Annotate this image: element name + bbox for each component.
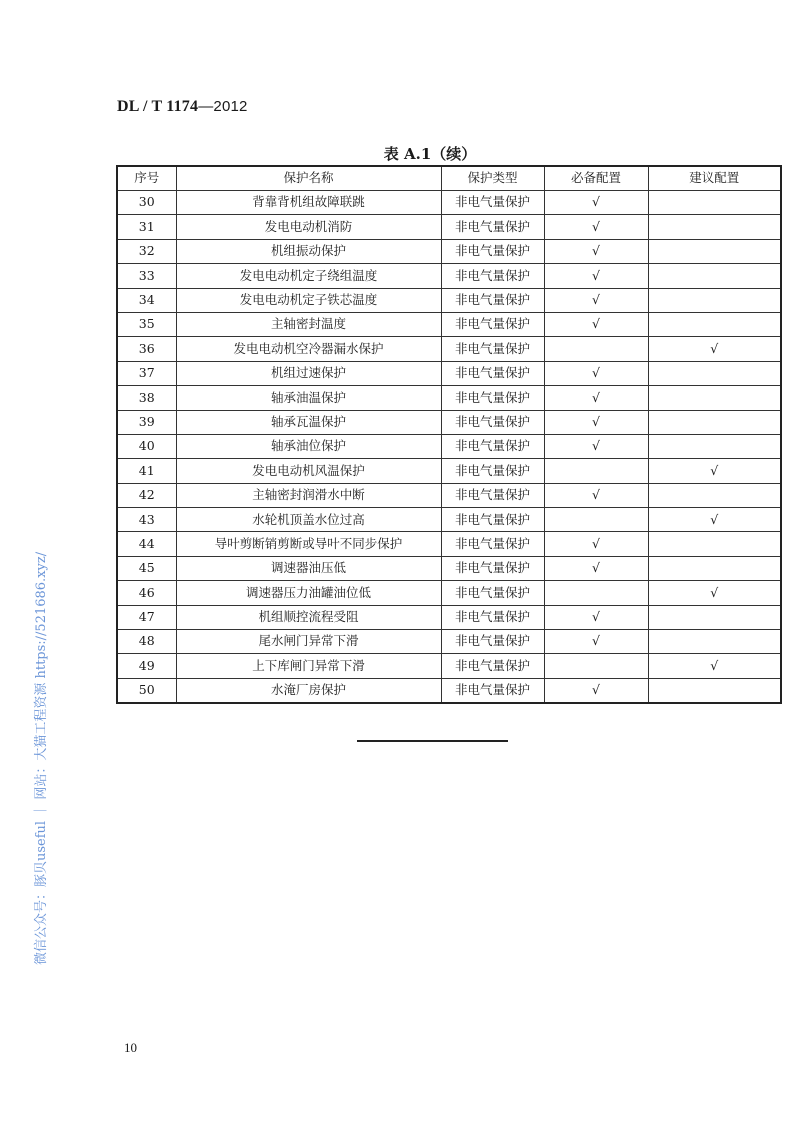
- cell-required: √: [544, 239, 648, 263]
- cell-suggested: √: [648, 654, 781, 678]
- cell-required: √: [544, 556, 648, 580]
- table-row: [117, 264, 781, 288]
- cell-required: √: [544, 215, 648, 239]
- cell-no: 32: [117, 239, 176, 263]
- cell-no: 30: [117, 191, 176, 215]
- cell-name: 调速器油压低: [176, 556, 441, 580]
- end-rule: [357, 740, 508, 742]
- cell-name: 水轮机顶盖水位过高: [176, 508, 441, 532]
- cell-name: 机组过速保护: [176, 361, 441, 385]
- cell-suggested: √: [648, 459, 781, 483]
- cell-type: 非电气量保护: [441, 215, 544, 239]
- cell-type: 非电气量保护: [441, 288, 544, 312]
- protection-table: [116, 165, 782, 704]
- cell-type: 非电气量保护: [441, 312, 544, 336]
- table-row: [117, 410, 781, 434]
- cell-name: 发电电动机空冷器漏水保护: [176, 337, 441, 361]
- cell-type: 非电气量保护: [441, 434, 544, 458]
- cell-required: √: [544, 532, 648, 556]
- cell-required: √: [544, 434, 648, 458]
- cell-name: 尾水闸门异常下滑: [176, 630, 441, 654]
- col-header-suggested: 建议配置: [648, 166, 781, 191]
- cell-no: 43: [117, 508, 176, 532]
- cell-no: 48: [117, 630, 176, 654]
- cell-type: 非电气量保护: [441, 337, 544, 361]
- table-row: [117, 581, 781, 605]
- table-row: [117, 459, 781, 483]
- cell-no: 33: [117, 264, 176, 288]
- cell-suggested: [648, 483, 781, 507]
- cell-required: √: [544, 386, 648, 410]
- cell-no: 36: [117, 337, 176, 361]
- cell-name: 导叶剪断销剪断或导叶不同步保护: [176, 532, 441, 556]
- cell-suggested: [648, 630, 781, 654]
- cell-type: 非电气量保护: [441, 654, 544, 678]
- cell-type: 非电气量保护: [441, 508, 544, 532]
- cell-type: 非电气量保护: [441, 386, 544, 410]
- cell-name: 调速器压力油罐油位低: [176, 581, 441, 605]
- cell-no: 35: [117, 312, 176, 336]
- cell-required: [544, 459, 648, 483]
- cell-suggested: √: [648, 337, 781, 361]
- cell-name: 发电电动机消防: [176, 215, 441, 239]
- cell-suggested: [648, 361, 781, 385]
- cell-required: √: [544, 312, 648, 336]
- cell-type: 非电气量保护: [441, 678, 544, 703]
- cell-suggested: √: [648, 581, 781, 605]
- cell-no: 39: [117, 410, 176, 434]
- watermark: 微信公众号：豚贝useful ｜ 网站：大猫工程资源 https://521686.xyz/: [34, 551, 49, 965]
- cell-required: √: [544, 678, 648, 703]
- cell-required: [544, 654, 648, 678]
- cell-no: 45: [117, 556, 176, 580]
- cell-suggested: [648, 215, 781, 239]
- cell-no: 34: [117, 288, 176, 312]
- cell-suggested: [648, 288, 781, 312]
- col-header-no: 序号: [117, 166, 176, 191]
- cell-name: 水淹厂房保护: [176, 678, 441, 703]
- table-row: [117, 288, 781, 312]
- table-row: [117, 215, 781, 239]
- cell-type: 非电气量保护: [441, 605, 544, 629]
- cell-suggested: √: [648, 508, 781, 532]
- cell-type: 非电气量保护: [441, 581, 544, 605]
- cell-name: 背靠背机组故障联跳: [176, 191, 441, 215]
- document-code: DL / T 1174—2012: [117, 98, 248, 115]
- cell-no: 40: [117, 434, 176, 458]
- table-row: [117, 239, 781, 263]
- cell-type: 非电气量保护: [441, 556, 544, 580]
- cell-type: 非电气量保护: [441, 630, 544, 654]
- cell-required: √: [544, 630, 648, 654]
- cell-no: 49: [117, 654, 176, 678]
- cell-no: 44: [117, 532, 176, 556]
- cell-type: 非电气量保护: [441, 483, 544, 507]
- cell-name: 机组振动保护: [176, 239, 441, 263]
- cell-required: √: [544, 410, 648, 434]
- cell-no: 31: [117, 215, 176, 239]
- cell-required: √: [544, 191, 648, 215]
- cell-type: 非电气量保护: [441, 361, 544, 385]
- cell-required: [544, 508, 648, 532]
- cell-type: 非电气量保护: [441, 532, 544, 556]
- table-row: [117, 654, 781, 678]
- cell-required: √: [544, 264, 648, 288]
- col-header-type: 保护类型: [441, 166, 544, 191]
- table-row: [117, 337, 781, 361]
- cell-suggested: [648, 556, 781, 580]
- cell-name: 机组顺控流程受阻: [176, 605, 441, 629]
- cell-suggested: [648, 239, 781, 263]
- table-caption: 表 A.1（续）: [383, 145, 477, 163]
- cell-required: √: [544, 361, 648, 385]
- table-row: [117, 312, 781, 336]
- cell-suggested: [648, 386, 781, 410]
- cell-suggested: [648, 410, 781, 434]
- table-row: [117, 532, 781, 556]
- cell-required: √: [544, 605, 648, 629]
- cell-no: 38: [117, 386, 176, 410]
- cell-name: 轴承瓦温保护: [176, 410, 441, 434]
- cell-no: 37: [117, 361, 176, 385]
- cell-required: √: [544, 483, 648, 507]
- cell-no: 41: [117, 459, 176, 483]
- cell-suggested: [648, 605, 781, 629]
- table-row: [117, 630, 781, 654]
- cell-suggested: [648, 434, 781, 458]
- cell-required: √: [544, 288, 648, 312]
- table-row: [117, 556, 781, 580]
- cell-name: 主轴密封润滑水中断: [176, 483, 441, 507]
- cell-type: 非电气量保护: [441, 459, 544, 483]
- table-row: [117, 678, 781, 703]
- table-header-row: [117, 166, 781, 191]
- cell-suggested: [648, 532, 781, 556]
- table-row: [117, 361, 781, 385]
- col-header-name: 保护名称: [176, 166, 441, 191]
- cell-type: 非电气量保护: [441, 264, 544, 288]
- cell-name: 轴承油位保护: [176, 434, 441, 458]
- table-row: [117, 191, 781, 215]
- cell-suggested: [648, 678, 781, 703]
- cell-required: [544, 581, 648, 605]
- cell-required: [544, 337, 648, 361]
- table-row: [117, 508, 781, 532]
- cell-no: 42: [117, 483, 176, 507]
- cell-name: 发电电动机定子铁芯温度: [176, 288, 441, 312]
- cell-no: 47: [117, 605, 176, 629]
- cell-name: 轴承油温保护: [176, 386, 441, 410]
- cell-suggested: [648, 312, 781, 336]
- cell-name: 发电电动机风温保护: [176, 459, 441, 483]
- table-row: [117, 605, 781, 629]
- cell-type: 非电气量保护: [441, 239, 544, 263]
- table-row: [117, 434, 781, 458]
- table-row: [117, 483, 781, 507]
- cell-no: 46: [117, 581, 176, 605]
- cell-name: 发电电动机定子绕组温度: [176, 264, 441, 288]
- cell-suggested: [648, 191, 781, 215]
- cell-type: 非电气量保护: [441, 410, 544, 434]
- cell-suggested: [648, 264, 781, 288]
- cell-no: 50: [117, 678, 176, 703]
- cell-name: 主轴密封温度: [176, 312, 441, 336]
- cell-name: 上下库闸门异常下滑: [176, 654, 441, 678]
- table-row: [117, 386, 781, 410]
- cell-type: 非电气量保护: [441, 191, 544, 215]
- page-number: 10: [124, 1040, 137, 1055]
- col-header-required: 必备配置: [544, 166, 648, 191]
